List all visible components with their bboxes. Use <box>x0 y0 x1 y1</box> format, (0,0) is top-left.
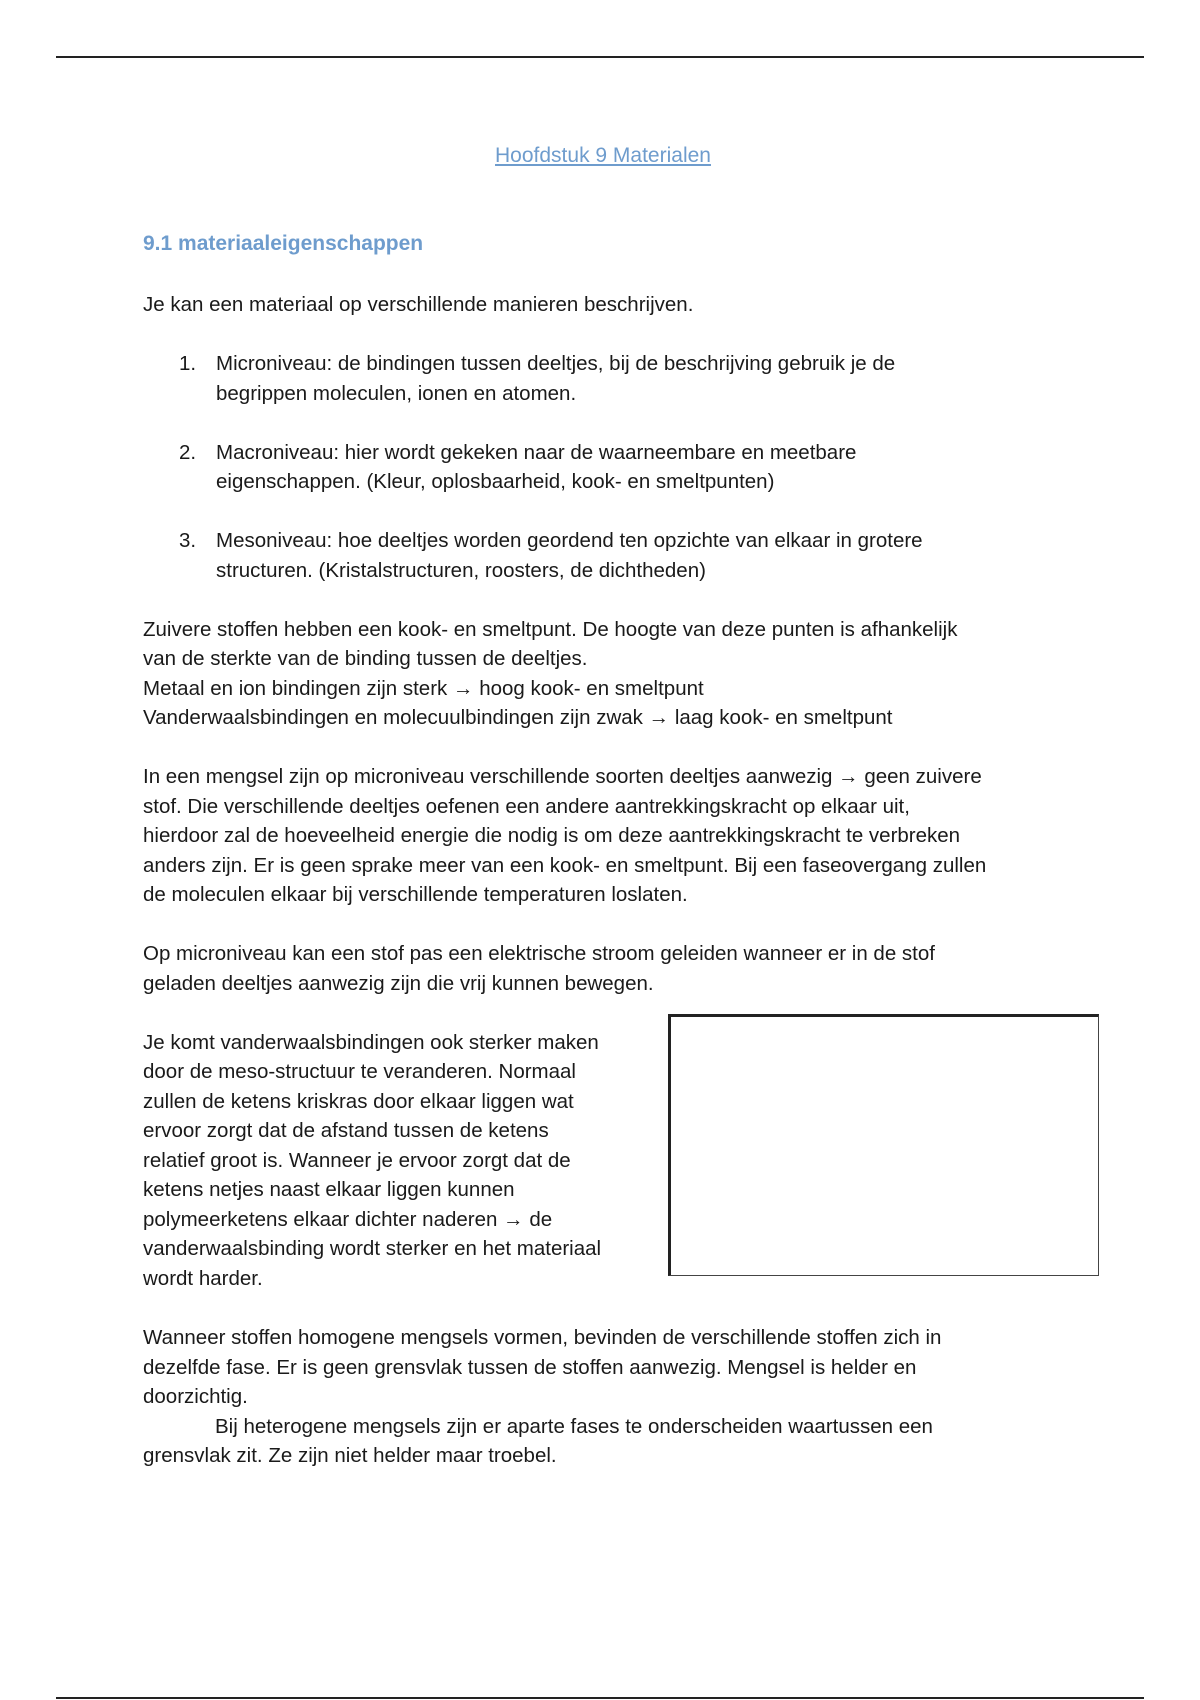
conductivity-paragraph: Op microniveau kan een stof pas een elektrische stroom geleiden wanneer er in de stof geladen deeltjes aanwezig zijn die vrij kunnen bewegen. <box>143 942 935 995</box>
mixtures-phase-paragraph: Wanneer stoffen homogene mengsels vormen, bevinden de verschillende stoffen zich in dezelfde fase. Er is geen grensvlak tussen de stoffen aanwezig. Mengsel is helder en doorzichtig. Bij heterogene mengsels zijn er aparte fases te onderscheiden waartussen een grensvlak zit. Ze zijn niet helder maar troebel. <box>143 1326 942 1467</box>
image-placeholder-frame <box>668 1014 1099 1276</box>
vanderwaals-section <box>143 1028 1063 1294</box>
list-item: 2. Macroniveau: hier wordt gekeken naar de waarneembare en meetbare eigenschappen. (Kleur, oplosbaarheid, kook- en smeltpunten) <box>179 440 857 493</box>
intro-paragraph: Je kan een materiaal op verschillende manieren beschrijven. <box>143 293 694 316</box>
document-body <box>143 290 1063 1471</box>
arrow-right-icon: → <box>503 1207 524 1231</box>
footer-rule <box>56 1697 1144 1699</box>
mixture-paragraph: In een mengsel zijn op microniveau verschillende soorten deeltjes aanwezig → geen zuivere stof. Die verschillende deeltjes oefenen een andere aantrekkingskracht op elkaar uit, hierdoor zal de hoeveelheid energie die nodig is om deze aantrekkingskracht te verbreken anders zijn. Er is geen sprake meer van een kook- en smeltpunt. Bij een faseovergang zullen de moleculen elkaar bij verschillende temperaturen loslaten. <box>143 765 987 906</box>
arrow-right-icon: → <box>452 676 474 700</box>
pure-substances-paragraph: Zuivere stoffen hebben een kook- en smeltpunt. De hoogte van deze punten is afhankelijk van de sterkte van de binding tussen de deeltjes. Metaal en ion bindingen zijn sterk → hoog kook- en smeltpunt Vanderwaalsbindingen en molecuulbindingen zijn zwak → laag kook- en smeltpunt <box>143 617 958 729</box>
arrow-right-icon: → <box>648 706 670 729</box>
list-item: 1. Microniveau: de bindingen tussen deeltjes, bij de beschrijving gebruik je de begrippen moleculen, ionen en atomen. <box>179 352 896 405</box>
section-heading: 9.1 materiaaleigenschappen <box>143 232 424 255</box>
arrow-right-icon: → <box>838 765 859 788</box>
header-rule <box>56 56 1144 58</box>
levels-list <box>143 349 1063 585</box>
vanderwaals-paragraph: Je komt vanderwaalsbindingen ook sterker maken door de meso-structuur te veranderen. Normaal zullen de ketens kriskras door elkaar liggen wat ervoor zorgt dat de afstand tussen de ketens relatief groot is. Wanneer je ervoor zorgt dat de ketens netjes naast elkaar liggen kunnen polymeerketens elkaar dichter naderen → de vanderwaalsbinding wordt sterker en het materiaal wordt harder. <box>143 1030 602 1290</box>
document-title: Hoofdstuk 9 Materialen <box>495 144 711 167</box>
list-item: 3. Mesoniveau: hoe deeltjes worden geordend ten opzichte van elkaar in grotere structuren. (Kristalstructuren, roosters, de dichtheden) <box>179 529 923 582</box>
